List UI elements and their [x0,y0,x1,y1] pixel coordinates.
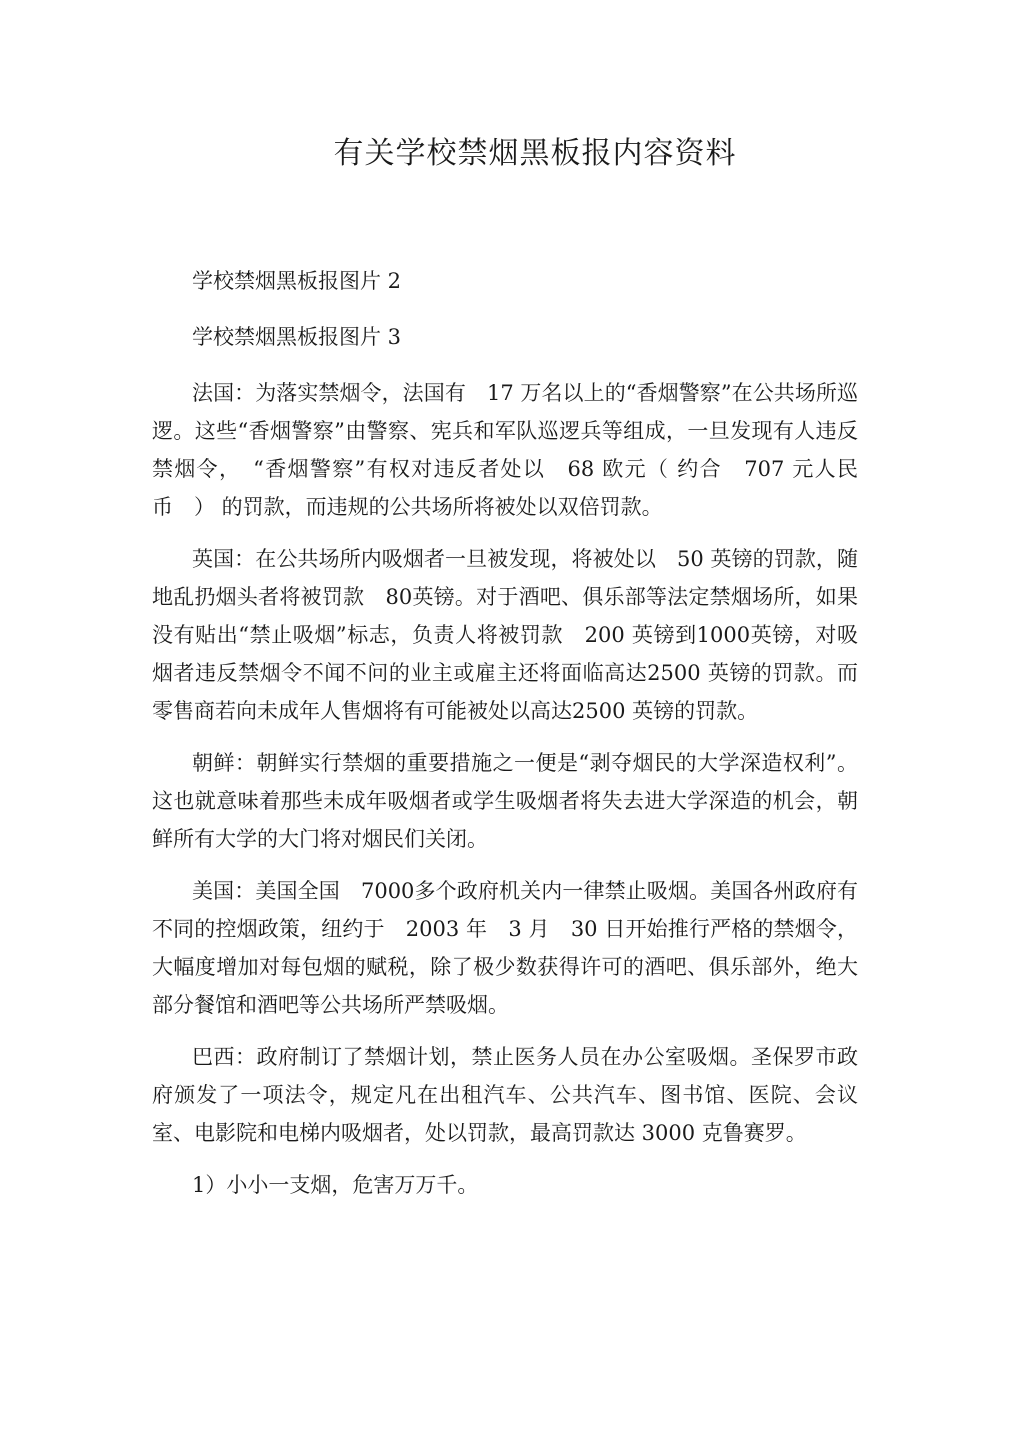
document-title: 有关学校禁烟黑板报内容资料 [333,136,737,171]
paragraph-north-korea: 朝鲜：朝鲜实行禁烟的重要措施之一便是“剥夺烟民的大学深造权利”。这也就意味着那些未成年吸烟者或学生吸烟者将失去进大学深造的机会，朝鲜所有大学的大门将对烟民们关闭。 [152,751,858,851]
paragraph-slogan-1: 1）小小一支烟，危害万万千。 [192,1173,479,1197]
paragraph-uk: 英国：在公共场所内吸烟者一旦被发现，将被处以 50 英镑的罚款，随地乱扔烟头者将被罚款 80英镑。对于酒吧、俱乐部等法定禁烟场所，如果没有贴出“禁止吸烟”标志，负责人将被罚款 200 英镑到1000英镑，对吸烟者违反禁烟令不闻不问的业主或雇主还将面临高达2500 英镑的罚款。而零售商若向未成年人售烟将有可能被处以高达2500 英镑的罚款。 [152,547,858,723]
document-body [152,262,858,1218]
paragraph-image-caption-2: 学校禁烟黑板报图片 2 [192,269,402,293]
paragraph-brazil: 巴西：政府制订了禁烟计划，禁止医务人员在办公室吸烟。圣保罗市政府颁发了一项法令，规定凡在出租汽车、公共汽车、图书馆、医院、会议室、电影院和电梯内吸烟者，处以罚款，最高罚款达 3000 克鲁赛罗。 [152,1045,858,1145]
paragraph-usa: 美国：美国全国 7000多个政府机关内一律禁止吸烟。美国各州政府有不同的控烟政策，纽约于 2003 年 3 月 30 日开始推行严格的禁烟令，大幅度增加对每包烟的赋税，除了极少数获得许可的酒吧、俱乐部外，绝大部分餐馆和酒吧等公共场所严禁吸烟。 [152,879,858,1017]
paragraph-image-caption-3: 学校禁烟黑板报图片 3 [192,325,402,349]
paragraph-france: 法国：为落实禁烟令，法国有 17 万名以上的“香烟警察”在公共场所巡逻。这些“香烟警察”由警察、宪兵和军队巡逻兵等组成，一旦发现有人违反禁烟令， “香烟警察”有权对违反者处以 68 欧元（ 约合 707 元人民币 ） 的罚款，而违规的公共场所将被处以双倍罚款。 [152,381,858,519]
